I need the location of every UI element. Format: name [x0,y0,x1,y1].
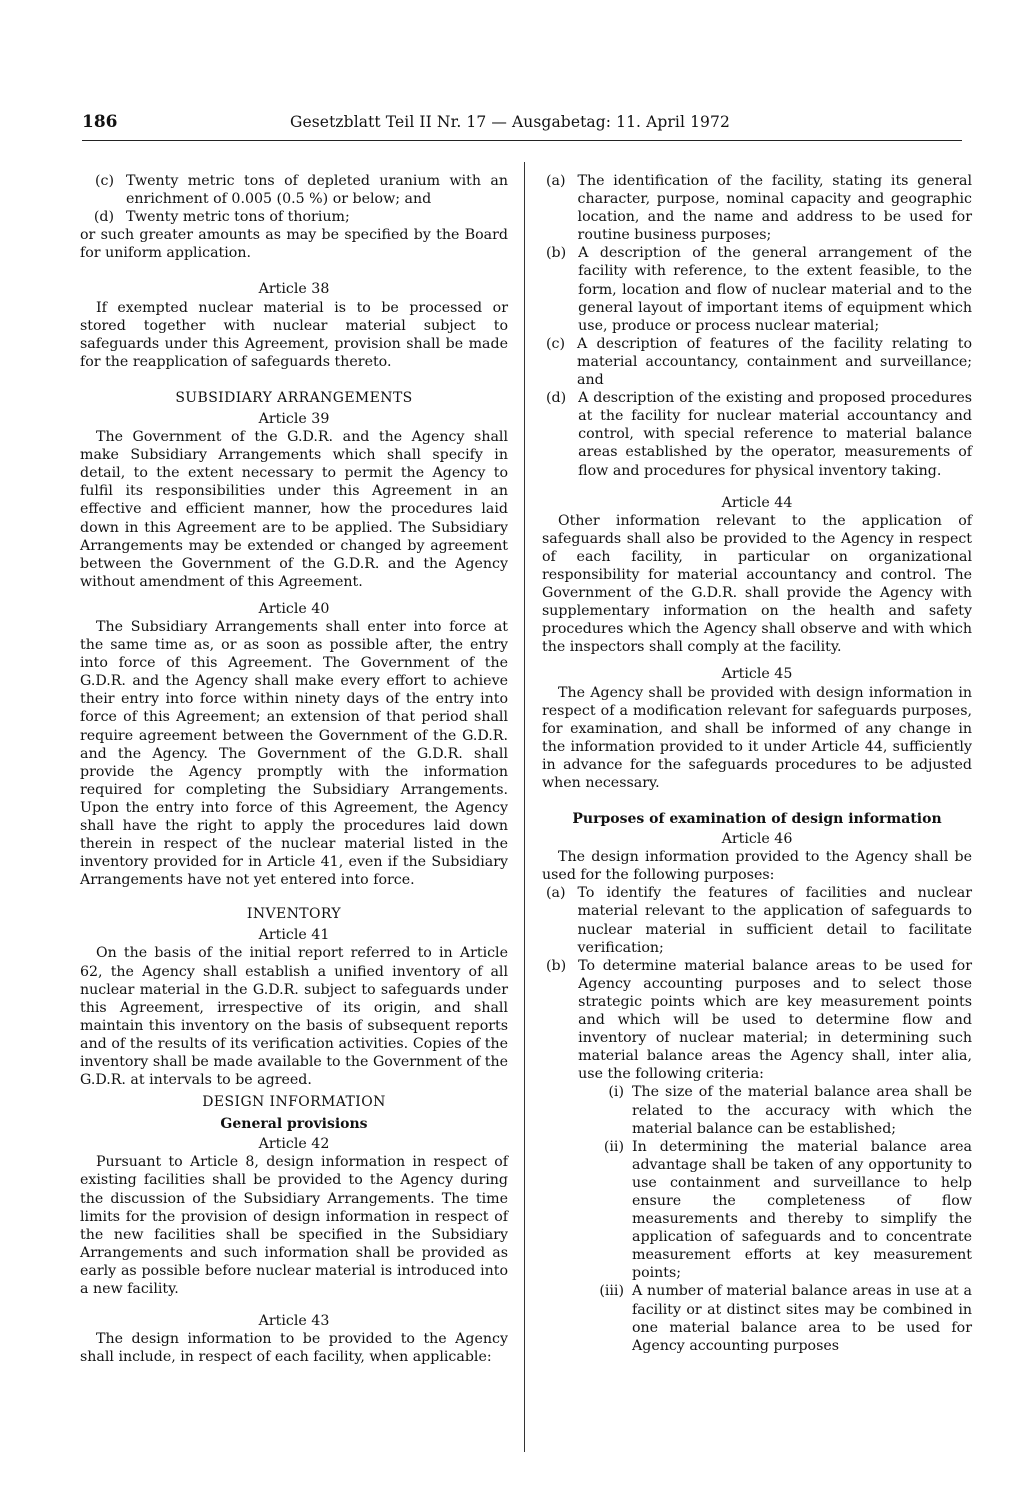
item-label: (i) [608,1084,624,1101]
item-label: (d) [546,390,567,407]
section-heading: INVENTORY [246,906,342,923]
section-heading: SUBSIDIARY ARRANGEMENTS [175,389,413,406]
column-divider [524,162,525,1452]
paragraph: Other information relevant to the application of safeguards shall also be provided to the Agency in respect of each facility, in particular on organizational responsibility for material accountancy and control. The Government of the G.D.R. shall provide the Agency with supplementary information on the health and safety procedures which the Agency shall observe and with which the inspectors shall comply at the facility. [542,512,972,656]
list-item [542,957,972,1084]
section-heading: DESIGN INFORMATION [202,1094,386,1111]
header-rule [82,140,962,141]
article-heading: Article 39 [258,410,330,427]
page-number: 186 [82,112,118,132]
running-title: Gesetzblatt Teil II Nr. 17 — Ausgabetag: 11. April 1972 [290,113,730,131]
item-label: (b) [546,957,567,974]
item-label: (ii) [603,1138,624,1155]
left-column [80,172,508,1366]
paragraph: If exempted nuclear material is to be processed or stored together with nuclear material subject to safeguards under this Agreement, provision shall be made for the reapplication of safeguards thereto. [80,299,508,370]
article-heading: Article 46 [721,831,793,848]
paragraph: On the basis of the initial report referred to in Article 62, the Agency shall establish a unified inventory of all nuclear material in the G.D.R. subject to safeguards under this Agreement, irrespective of its origin, and shall maintain this inventory on the basis of subsequent reports and of the results of its verification activities. Copies of the inventory shall be made available to the Government of the G.D.R. at intervals to be agreed. [80,945,508,1089]
item-text: The size of the material balance area shall be related to the accuracy with which the material balance can be established; [632,1084,972,1137]
list-item [598,1083,972,1137]
list-item [542,244,972,334]
item-text: A number of material balance areas in use at a facility or at distinct sites may be combined in one material balance area to be used for Agency accounting purposes [632,1283,972,1354]
item-text: A description of the general arrangement of the facility with reference, to the extent feasible, to the form, location and flow of nuclear material and to the general layout of important items of equipment which use, produce or process nuclear material; [578,245,972,334]
item-text: A description of the existing and proposed procedures at the facility for nuclear material accountancy and control, with special reference to material balance areas established by the operator, measurements of flow and procedures for physical inventory taking. [578,390,972,479]
article-heading: Article 43 [258,1313,330,1330]
list-item [598,1138,972,1283]
paragraph: Pursuant to Article 8, design information in respect of existing facilities shall be provided to the Agency during the discussion of the Subsidiary Arrangements. The time limits for the provision of design information in respect of the new facilities shall be specified in the Subsidiary Arrangements and such information shall be provided as early as possible before nuclear material is introduced into a new facility. [80,1154,508,1297]
list-item [542,335,972,389]
item-label: (c) [546,335,566,352]
paragraph: The Government of the G.D.R. and the Agency shall make Subsidiary Arrangements which shall specify in detail, to the extent necessary to permit the Agency to fulfil its responsibilities under this Agreement in an effective and efficient manner, how the procedures laid down in this Agreement are to be applied. The Subsidiary Arrangements may be extended or changed by agreement between the Government of the G.D.R. and the Agency without amendment of this Agreement. [80,429,508,590]
item-text: In determining the material balance area advantage shall be taken of any opportunity to use containment and surveillance to help ensure the completeness of flow measurements and thereby to simplify the application of safeguards and to concentrate measurement efforts at key measurement points; [632,1138,972,1282]
article-heading: Article 45 [721,666,793,683]
item-text: Twenty metric tons of thorium; [126,209,350,226]
subsection-heading: General provisions [220,1116,368,1133]
list-item [542,389,972,479]
right-column [542,172,972,1355]
list-item [542,172,972,244]
paragraph: The design information to be provided to the Agency shall include, in respect of each facility, when applicable: [80,1331,508,1366]
list-item [80,172,508,208]
item-text: To identify the features of facilities and nuclear material relevant to the application of safeguards to nuclear material in sufficient detail to facilitate verification; [577,885,972,956]
item-text: The identification of the facility, stating its general character, purpose, nominal capacity and geographic location, and the name and address to be used for routine business purposes; [577,173,972,244]
article-heading: Article 44 [721,494,793,511]
list-item [542,884,972,956]
item-text: Twenty metric tons of depleted uranium with an enrichment of 0.005 (0.5 %) or below; and [126,173,508,208]
paragraph: or such greater amounts as may be specified by the Board for uniform application. [80,227,508,262]
list-item [598,1282,972,1354]
item-label: (b) [546,245,567,262]
item-label: (c) [94,173,114,189]
page-header [82,112,962,140]
item-text: A description of features of the facility relating to material accountancy, containment and surveillance; and [577,335,972,389]
paragraph: The Subsidiary Arrangements shall enter into force at the same time as, or as soon as possible after, the entry into force of this Agreement. The Government of the G.D.R. and the Agency shall make every effort to achieve their entry into force within ninety days of the entry into force of this Agreement; an extension of that period shall require agreement between the Government of the G.D.R. and the Agency. The Government of the G.D.R. shall provide the Agency promptly with the information required for completing the Subsidiary Arrangements. Upon the entry into force of this Agreement, the Agency shall have the right to apply the procedures laid down therein in respect of the nuclear material listed in the inventory provided for in Article 41, even if the Subsidiary Arrangements have not yet entered into force. [80,618,508,889]
item-label: (iii) [599,1283,624,1300]
item-label: (a) [546,885,566,902]
item-text: To determine material balance areas to be used for Agency accounting purposes and to select those strategic points which are key measurement points and which will be used to determine flow and inventory of nuclear material; in determining such material balance areas the Agency shall, inter alia, use the following criteria: [578,957,972,1083]
article-heading: Article 38 [258,281,330,298]
paragraph: The Agency shall be provided with design information in respect of a modification relevant for safeguards purposes, for examination, and shall be informed of any change in the information provided to it under Article 44, sufficiently in advance for the safeguards procedures to be adjusted when necessary. [542,684,972,791]
article-heading: Article 41 [258,927,330,944]
subsection-heading: Purposes of examination of design information [572,811,942,828]
list-item [80,208,508,226]
article-heading: Article 42 [258,1136,330,1153]
article-heading: Article 40 [258,600,330,617]
item-label: (d) [93,209,114,226]
item-label: (a) [546,173,566,189]
paragraph: The design information provided to the Agency shall be used for the following purposes: [542,849,972,884]
